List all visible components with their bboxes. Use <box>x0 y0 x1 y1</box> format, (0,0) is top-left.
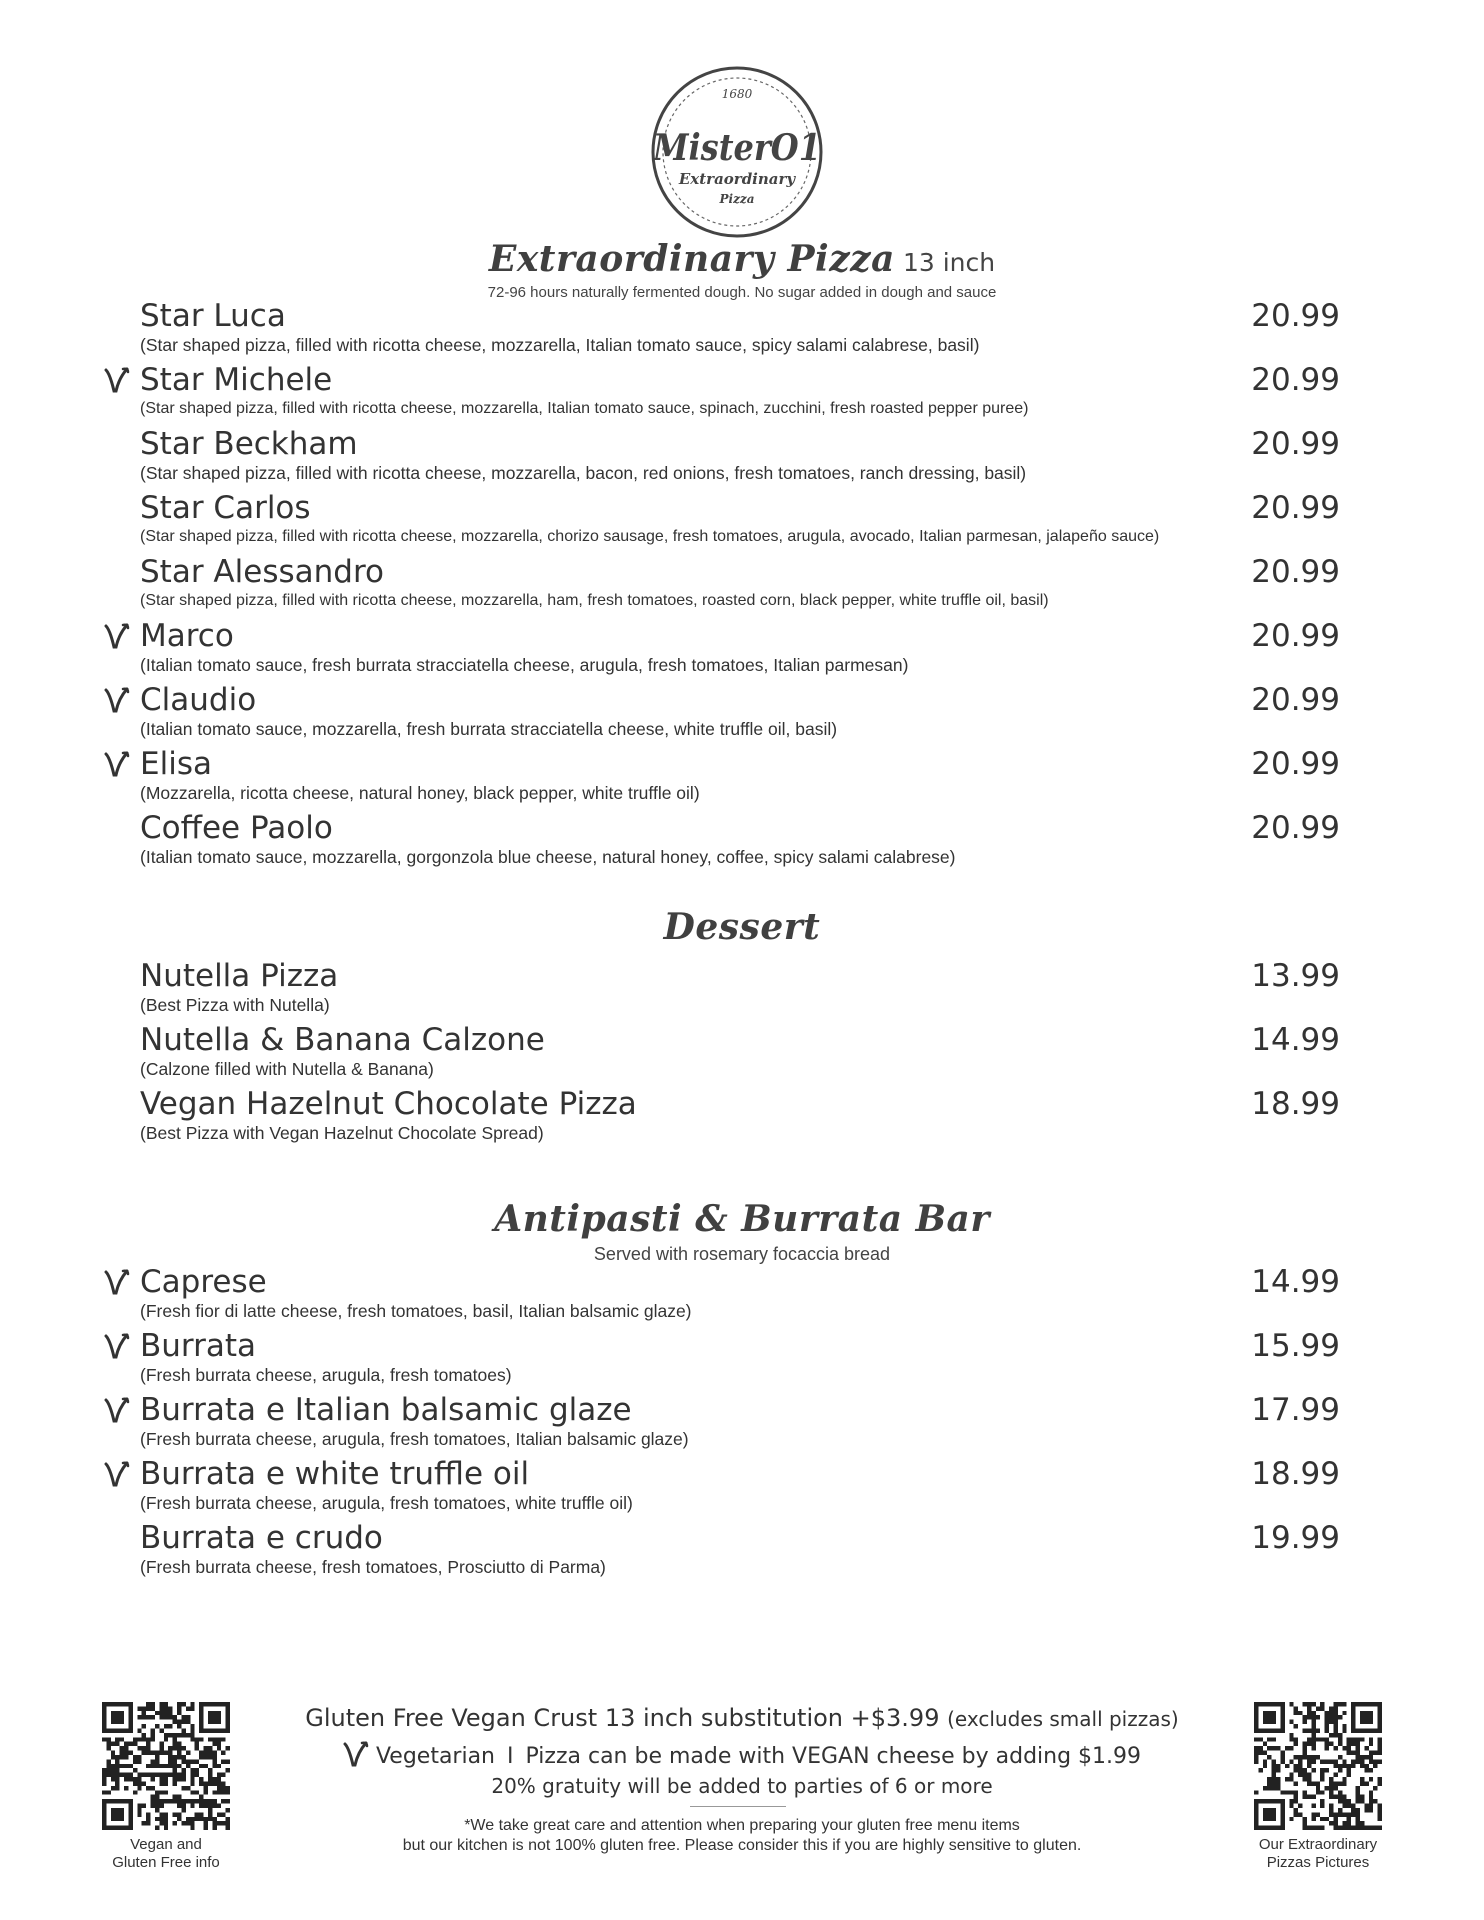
menu-item <box>140 490 1340 550</box>
vegetarian-label: Vegetarian <box>375 1744 496 1769</box>
menu-item-description: (Best Pizza with Vegan Hazelnut Chocolate Spread) <box>140 1123 544 1143</box>
qr-code-icon <box>1254 1702 1382 1830</box>
menu-item-price: 17.99 <box>1251 1392 1340 1428</box>
menu-item <box>140 1392 1340 1452</box>
menu-item-price: 20.99 <box>1251 554 1340 590</box>
menu-item-name: Star Alessandro <box>140 554 384 590</box>
gluten-disclaimer <box>300 1816 1184 1856</box>
menu-item-name: Vegan Hazelnut Chocolate Pizza <box>140 1086 637 1122</box>
menu-item <box>140 810 1340 870</box>
menu-item-description: (Best Pizza with Nutella) <box>140 995 330 1015</box>
menu-item-name: Star Michele <box>140 362 333 398</box>
vegetarian-legend-line <box>300 1740 1184 1769</box>
qr-left-caption <box>76 1836 256 1872</box>
menu-item-name: Burrata e white truffle oil <box>140 1456 530 1492</box>
qr-right-caption-line-2: Pizzas Pictures <box>1266 1854 1370 1871</box>
menu-item-description: (Star shaped pizza, filled with ricotta cheese, mozzarella, ham, fresh tomatoes, roasted corn, black pepper, white truffle oil, basil) <box>140 592 1049 609</box>
vegan-cheese-text: Pizza can be made with VEGAN cheese by adding $1.99 <box>525 1744 1142 1769</box>
menu-item-price: 20.99 <box>1251 682 1340 718</box>
menu-item <box>140 554 1340 614</box>
pizza-section-title <box>0 238 1484 280</box>
menu-item <box>140 362 1340 422</box>
gratuity-line: 20% gratuity will be added to parties of 6 or more <box>491 1774 993 1798</box>
menu-item-description: (Star shaped pizza, filled with ricotta cheese, mozzarella, Italian tomato sauce, spicy salami calabrese, basil) <box>140 335 980 355</box>
menu-item-description: (Fresh fior di latte cheese, fresh tomatoes, basil, Italian balsamic glaze) <box>140 1301 692 1321</box>
logo-year: 1680 <box>721 87 753 101</box>
menu-item-price: 14.99 <box>1251 1022 1340 1058</box>
menu-item-price: 20.99 <box>1251 362 1340 398</box>
gluten-free-text: Gluten Free Vegan Crust 13 inch substitution +$3.99 <box>305 1704 940 1732</box>
menu-item-description: (Mozzarella, ricotta cheese, natural honey, black pepper, white truffle oil) <box>140 783 700 803</box>
menu-item-description: (Italian tomato sauce, mozzarella, fresh burrata stracciatella cheese, white truffle oil, basil) <box>140 719 838 739</box>
menu-item-price: 20.99 <box>1251 298 1340 334</box>
menu-item-name: Burrata e Italian balsamic glaze <box>140 1392 632 1428</box>
menu-item-description: (Star shaped pizza, filled with ricotta cheese, mozzarella, chorizo sausage, fresh tomatoes, arugula, avocado, Italian parmesan, jalapeño sauce) <box>140 528 1160 545</box>
antipasti-subtitle: Served with rosemary focaccia bread <box>593 1244 891 1264</box>
menu-item <box>140 1086 1340 1146</box>
leaf-v-icon <box>104 1332 130 1360</box>
menu-item <box>140 1264 1340 1324</box>
leaf-v-icon <box>104 366 130 394</box>
menu-item-description: (Fresh burrata cheese, fresh tomatoes, Prosciutto di Parma) <box>140 1557 606 1577</box>
qr-left-caption-line-1: Vegan and <box>130 1836 202 1853</box>
leaf-v-icon <box>104 686 130 714</box>
menu-item-name: Star Beckham <box>140 426 358 462</box>
menu-item <box>140 1328 1340 1388</box>
pizza-title: Extraordinary Pizza <box>488 238 895 280</box>
legend-separator: I <box>507 1744 514 1769</box>
menu-item <box>140 1520 1340 1580</box>
menu-item-name: Burrata e crudo <box>140 1520 383 1556</box>
qr-right-caption <box>1228 1836 1408 1872</box>
menu-item <box>140 958 1340 1018</box>
menu-item-name: Caprese <box>140 1264 267 1300</box>
leaf-v-icon <box>104 1460 130 1488</box>
qr-code-left[interactable] <box>102 1702 230 1830</box>
leaf-v-icon <box>104 1396 130 1424</box>
menu-item-description: (Fresh burrata cheese, arugula, fresh tomatoes, white truffle oil) <box>140 1493 633 1513</box>
menu-item-name: Star Luca <box>140 298 286 334</box>
menu-item-name: Elisa <box>140 746 212 782</box>
menu-item-description: (Star shaped pizza, filled with ricotta cheese, mozzarella, Italian tomato sauce, spinach, zucchini, fresh roasted pepper puree) <box>140 400 1029 417</box>
logo-badge-icon <box>649 64 825 240</box>
qr-right-caption-line-1: Our Extraordinary <box>1258 1836 1378 1853</box>
menu-item-name: Nutella & Banana Calzone <box>140 1022 545 1058</box>
pizza-subtitle: 72-96 hours naturally fermented dough. No sugar added in dough and sauce <box>487 284 997 301</box>
menu-item <box>140 746 1340 806</box>
logo-tagline-1: Extraordinary <box>678 170 796 188</box>
pizza-size: 13 inch <box>902 248 996 277</box>
antipasti-title: Antipasti & Burrata Bar <box>494 1198 990 1240</box>
dessert-title: Dessert <box>663 906 821 948</box>
menu-item-name: Coffee Paolo <box>140 810 333 846</box>
footer-divider <box>690 1806 786 1807</box>
menu-item-description: (Fresh burrata cheese, arugula, fresh tomatoes, Italian balsamic glaze) <box>140 1429 689 1449</box>
menu-item <box>140 298 1340 358</box>
menu-item-price: 20.99 <box>1251 810 1340 846</box>
menu-item-description: (Fresh burrata cheese, arugula, fresh tomatoes) <box>140 1365 512 1385</box>
menu-item-price: 20.99 <box>1251 426 1340 462</box>
qr-code-icon <box>102 1702 230 1830</box>
menu-item-price: 20.99 <box>1251 746 1340 782</box>
menu-item <box>140 682 1340 742</box>
menu-item <box>140 426 1340 486</box>
qr-code-right[interactable] <box>1254 1702 1382 1830</box>
menu-item-description: (Italian tomato sauce, fresh burrata stracciatella cheese, arugula, fresh tomatoes, Italian parmesan) <box>140 655 909 675</box>
gluten-free-line <box>300 1704 1184 1732</box>
menu-item-name: Nutella Pizza <box>140 958 339 994</box>
dessert-section-title <box>0 906 1484 948</box>
menu-item-name: Burrata <box>140 1328 257 1364</box>
menu-item-price: 19.99 <box>1251 1520 1340 1556</box>
menu-item <box>140 1022 1340 1082</box>
menu-item-name: Star Carlos <box>140 490 311 526</box>
logo <box>649 64 825 240</box>
disclaimer-line-1: *We take great care and attention when preparing your gluten free menu items <box>464 1817 1020 1834</box>
menu-item-price: 14.99 <box>1251 1264 1340 1300</box>
leaf-v-icon <box>104 750 130 778</box>
qr-left-caption-line-2: Gluten Free info <box>112 1854 220 1871</box>
menu-item-description: (Star shaped pizza, filled with ricotta cheese, mozzarella, bacon, red onions, fresh tomatoes, ranch dressing, basil) <box>140 463 1027 483</box>
logo-brand: MisterO1 <box>651 127 821 169</box>
leaf-v-icon <box>343 1740 369 1768</box>
menu-item-price: 20.99 <box>1251 618 1340 654</box>
menu-item-name: Marco <box>140 618 234 654</box>
menu-item-description: (Italian tomato sauce, mozzarella, gorgonzola blue cheese, natural honey, coffee, spicy salami calabrese) <box>140 847 956 867</box>
menu-item <box>140 1456 1340 1516</box>
menu-item-name: Claudio <box>140 682 257 718</box>
leaf-v-icon <box>104 1268 130 1296</box>
antipasti-section-title <box>0 1198 1484 1240</box>
menu-item-price: 18.99 <box>1251 1456 1340 1492</box>
menu-item-price: 15.99 <box>1251 1328 1340 1364</box>
logo-tagline-2: Pizza <box>719 192 755 206</box>
menu-item <box>140 618 1340 678</box>
menu-item-description: (Calzone filled with Nutella & Banana) <box>140 1059 434 1079</box>
menu-item-price: 20.99 <box>1251 490 1340 526</box>
menu-item-price: 18.99 <box>1251 1086 1340 1122</box>
gluten-free-note: (excludes small pizzas) <box>947 1707 1179 1731</box>
disclaimer-line-2: but our kitchen is not 100% gluten free. Please consider this if you are highly sensitive to gluten. <box>402 1837 1082 1854</box>
menu-item-price: 13.99 <box>1251 958 1340 994</box>
leaf-v-icon <box>104 622 130 650</box>
